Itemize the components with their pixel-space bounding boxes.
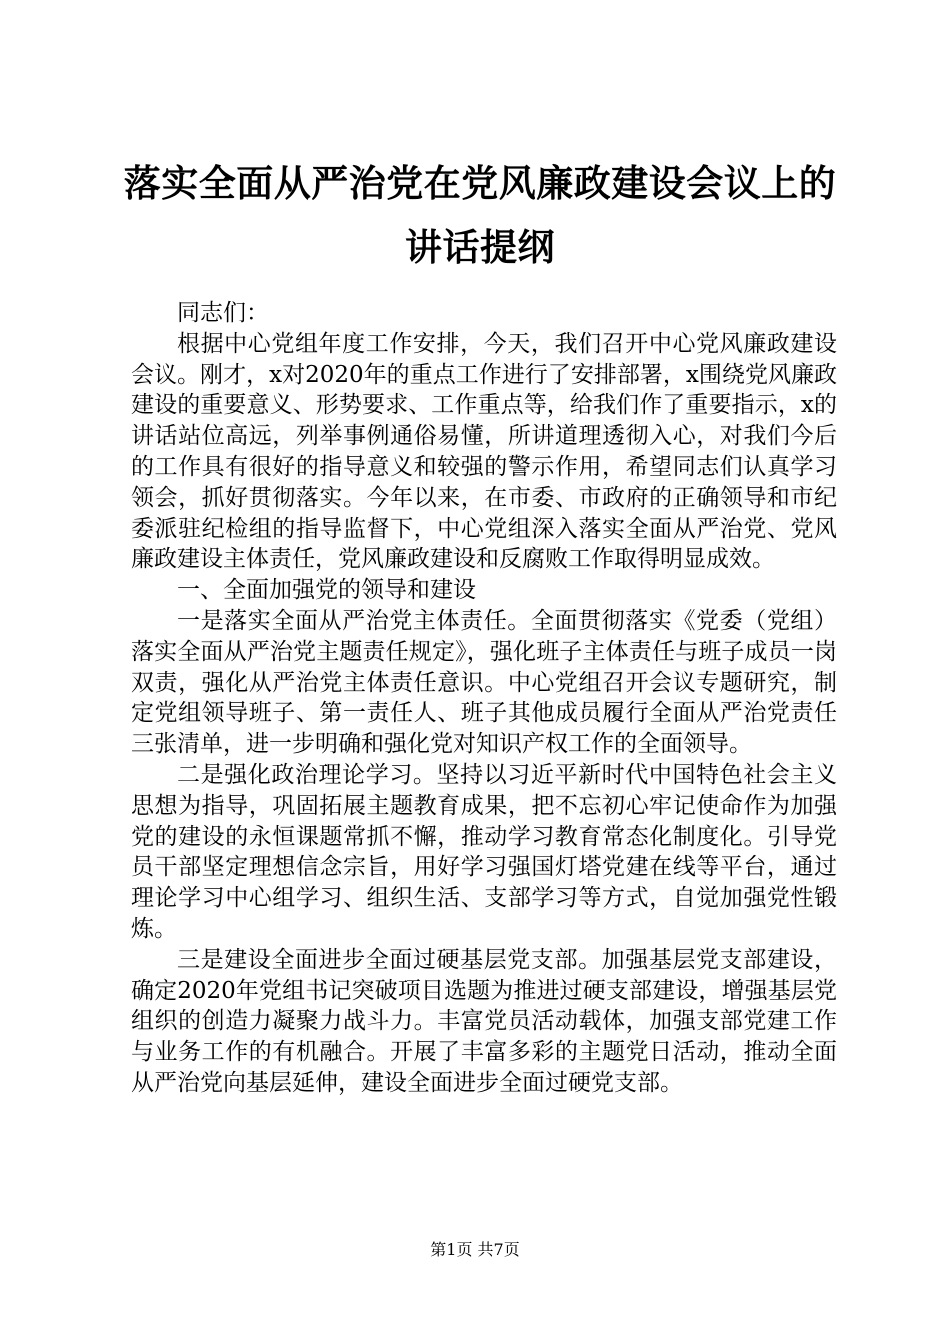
paragraph-intro: 根据中心党组年度工作安排，今天，我们召开中心党风廉政建设会议。刚才，x对2020年的重点工作进行了安排部署，x围绕党风廉政建设的重要意义、形势要求、工作重点等，给我们作了重要指示，x的讲话站位高远，列举事例通俗易懂，所讲道理透彻入心，对我们今后的工作具有很好的指导意义和较强的警示作用，希望同志们认真学习领会，抓好贯彻落实。今年以来，在市委、市政府的正确领导和市纪委派驻纪检组的指导监督下，中心党组深入落实全面从严治党、党风廉政建设主体责任，党风廉政建设和反腐败工作取得明显成效。 — [131, 330, 837, 573]
page-number-footer: 第1页 共7页 — [430, 1240, 520, 1259]
paragraph-point-one: 一是落实全面从严治党主体责任。全面贯彻落实《党委（党组）落实全面从严治党主题责任规定》，强化班子主体责任与班子成员一岗双责，强化从严治党主体责任意识。中心党组召开会议专题研究，制定党组领导班子、第一责任人、班子其他成员履行全面从严治党责任三张清单，进一步明确和强化党对知识产权工作的全面领导。 — [131, 607, 837, 758]
paragraph-point-three: 三是建设全面进步全面过硬基层党支部。加强基层党支部建设，确定2020年党组书记突破项目选题为推进过硬支部建设，增强基层党组织的创造力凝聚力战斗力。丰富党员活动载体，加强支部党建工作与业务工作的有机融合。开展了丰富多彩的主题党日活动，推动全面从严治党向基层延伸，建设全面进步全面过硬党支部。 — [131, 946, 837, 1096]
salutation: 同志们： — [177, 300, 269, 326]
section-heading: 一、全面加强党的领导和建设 — [177, 577, 476, 604]
document-body — [131, 298, 837, 1099]
document-title: 落实全面从严治党在党风廉政建设会议上的讲话提纲 — [123, 162, 837, 269]
paragraph-point-two: 二是强化政治理论学习。坚持以习近平新时代中国特色社会主义思想为指导，巩固拓展主题教育成果，把不忘初心牢记使命作为加强党的建设的永恒课题常抓不懈，推动学习教育常态化制度化。引导党员干部坚定理想信念宗旨，用好学习强国灯塔党建在线等平台，通过理论学习中心组学习、组织生活、支部学习等方式，自觉加强党性锻炼。 — [131, 761, 837, 942]
